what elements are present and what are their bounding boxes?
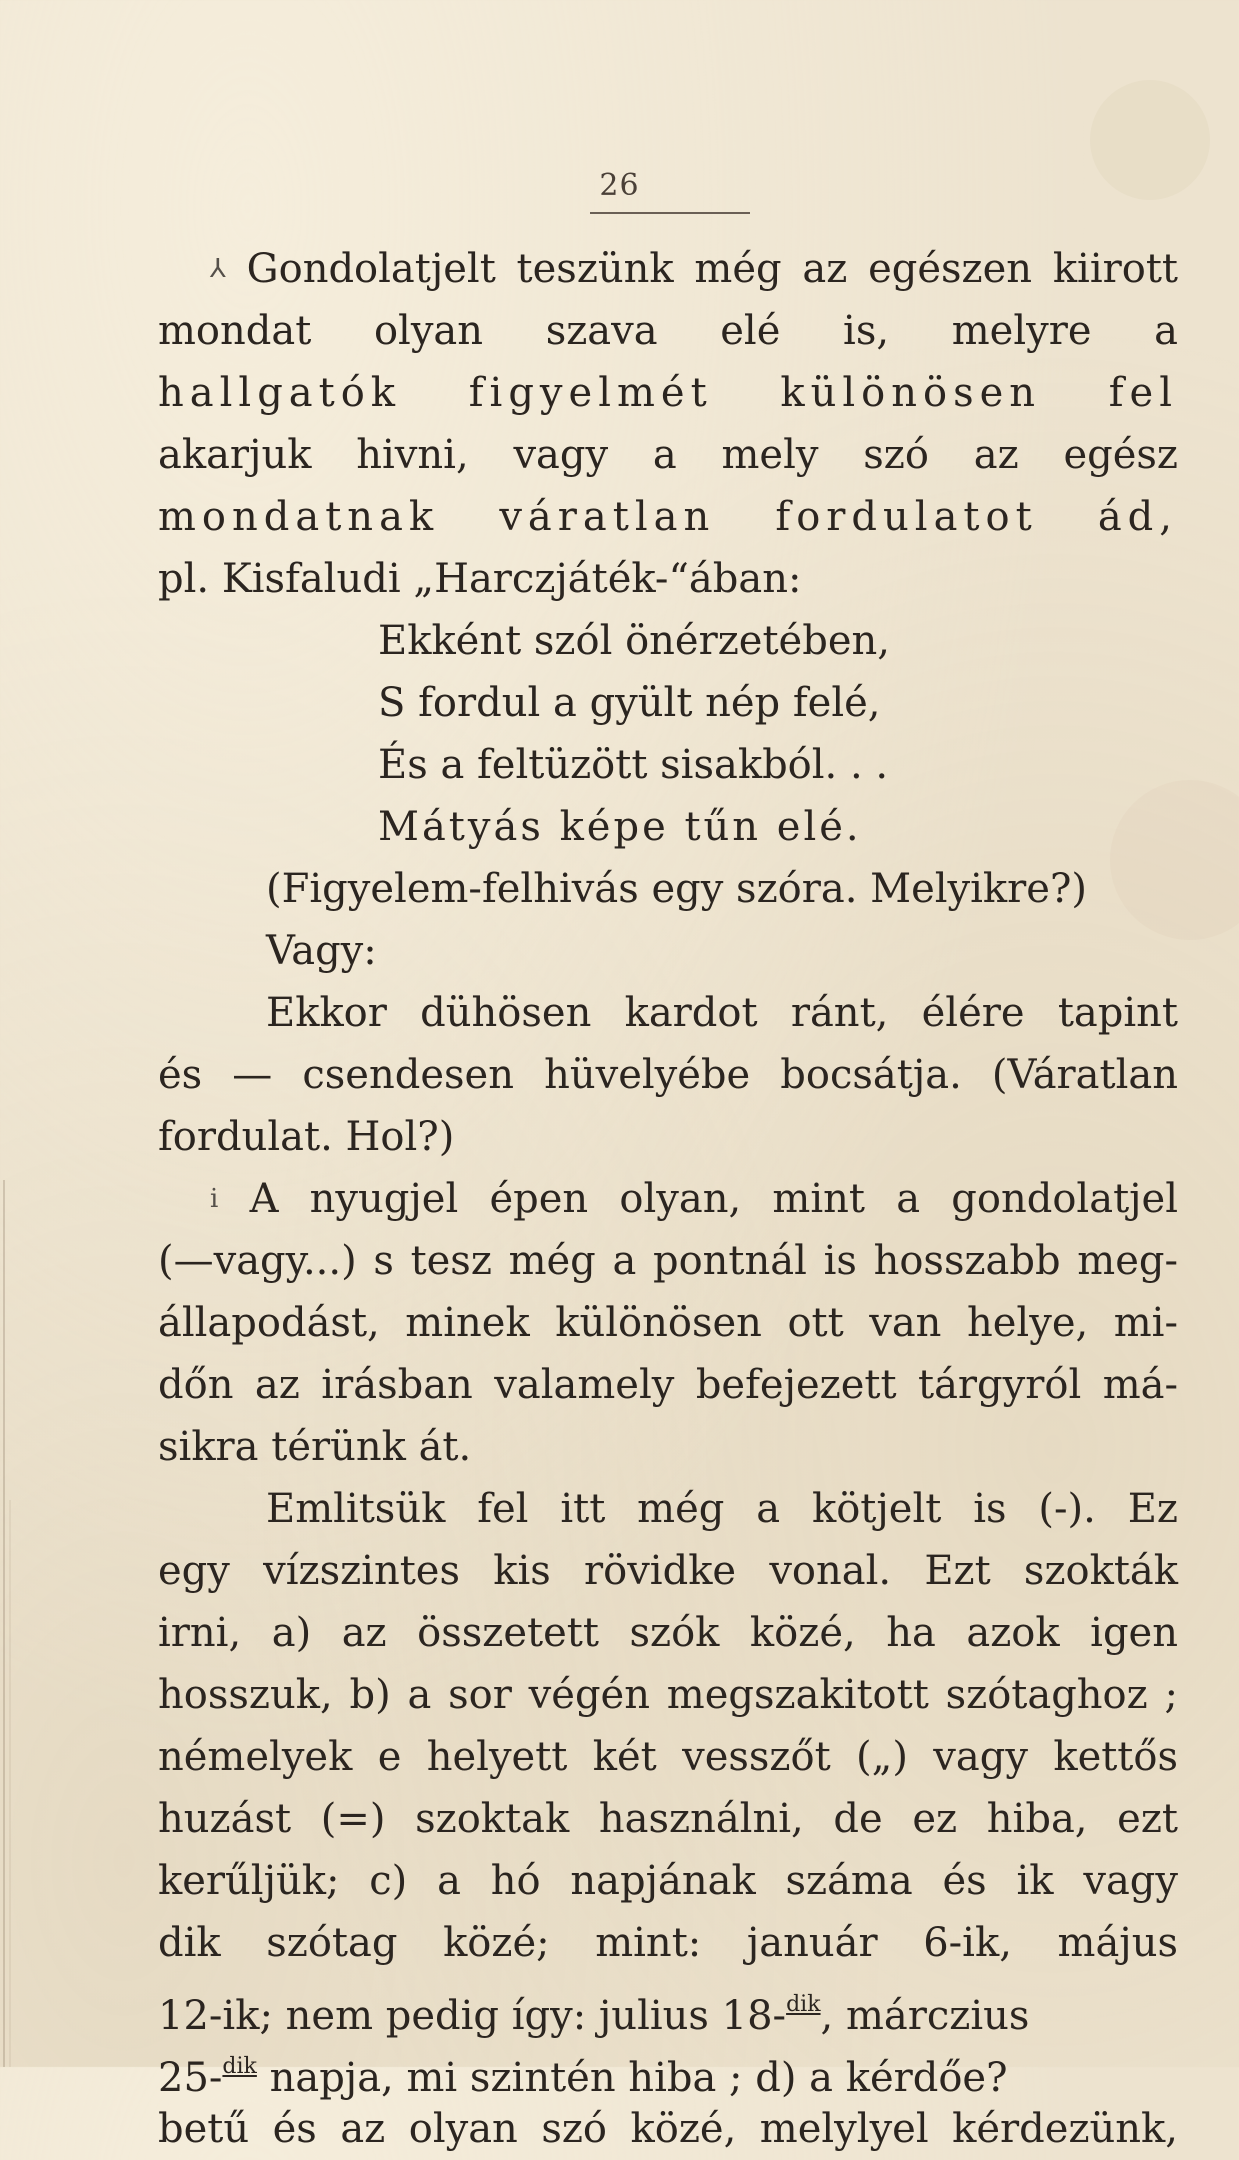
text-line: sikra térünk át.	[158, 1424, 472, 1470]
page-header	[0, 168, 1239, 203]
text-line: (—vagy...) s tesz még a pontnál is hosszabb meg-	[158, 1238, 1178, 1284]
margin-mark: ⅄	[210, 254, 226, 284]
header-rule	[590, 212, 750, 214]
text-line: irni, a) az összetett szók közé, ha azok igen	[158, 1610, 1178, 1656]
verse-line: Ekként szól önérzetében,	[378, 618, 890, 664]
text-line: 12-ik; nem pedig így: julius 18-$^{dik}$, márczius	[158, 1992, 1030, 2039]
text-line: Emlitsük fel itt még a kötjelt is (-). Ez	[266, 1486, 1178, 1532]
text-line: Ekkor dühösen kardot ránt, élére tapint	[266, 990, 1178, 1036]
text-line: egy vízszintes kis rövidke vonal. Ezt szokták	[158, 1548, 1178, 1594]
text-line: (Figyelem-felhivás egy szóra. Melyikre?)	[266, 866, 1088, 912]
page-number: 26	[599, 168, 640, 203]
text-line: dik szótag közé; mint: január 6-ik, május	[158, 1920, 1178, 1966]
superscript: dik	[786, 1992, 821, 2017]
text-line: hallgatók figyelmét különösen fel	[158, 370, 1178, 416]
text-line: állapodást, minek különösen ott van helye, mi-	[158, 1300, 1178, 1346]
text-line: hosszuk, b) a sor végén megszakitott szótaghoz ;	[158, 1672, 1178, 1718]
text-line: kerűljük; c) a hó napjának száma és ik vagy	[158, 1858, 1178, 1904]
verse-line: És a feltüzött sisakból. . .	[378, 742, 889, 788]
text-line: 25-$^{dik}$ napja, mi szintén hiba ; d) a kérdőe?	[158, 2054, 1008, 2101]
verse-line: S fordul a gyült nép felé,	[378, 680, 881, 726]
text-line: huzást (=) szoktak használni, de ez hiba, ezt	[158, 1796, 1178, 1842]
margin-mark: i	[210, 1184, 219, 1214]
text-line: némelyek e helyett két vesszőt („) vagy kettős	[158, 1734, 1178, 1780]
superscript: dik	[222, 2054, 257, 2079]
text-line: Vagy:	[266, 928, 377, 974]
text-line: pl. Kisfaludi „Harczjáték-“ában:	[158, 556, 802, 602]
text-line: akarjuk hivni, vagy a mely szó az egész	[158, 432, 1178, 478]
text-line: és — csendesen hüvelyébe bocsátja. (Váratlan	[158, 1052, 1178, 1098]
text-line: betű és az olyan szó közé, melylyel kérdezünk,	[158, 2106, 1178, 2152]
text-line: fordulat. Hol?)	[158, 1114, 455, 1160]
text-line: ⅄ Gondolatjelt teszünk még az egészen kiirott	[210, 246, 1178, 292]
text-line: mondatnak váratlan fordulatot ád,	[158, 494, 1178, 540]
text-line: dőn az irásban valamely befejezett tárgyról má-	[158, 1362, 1178, 1408]
text-line: mondat olyan szava elé is, melyre a	[158, 308, 1178, 354]
verse-line: Mátyás képe tűn elé.	[378, 804, 862, 850]
body-text	[158, 238, 1178, 2160]
text-line: $^i$ A nyugjel épen olyan, mint a gondolatjel	[210, 1176, 1179, 1222]
